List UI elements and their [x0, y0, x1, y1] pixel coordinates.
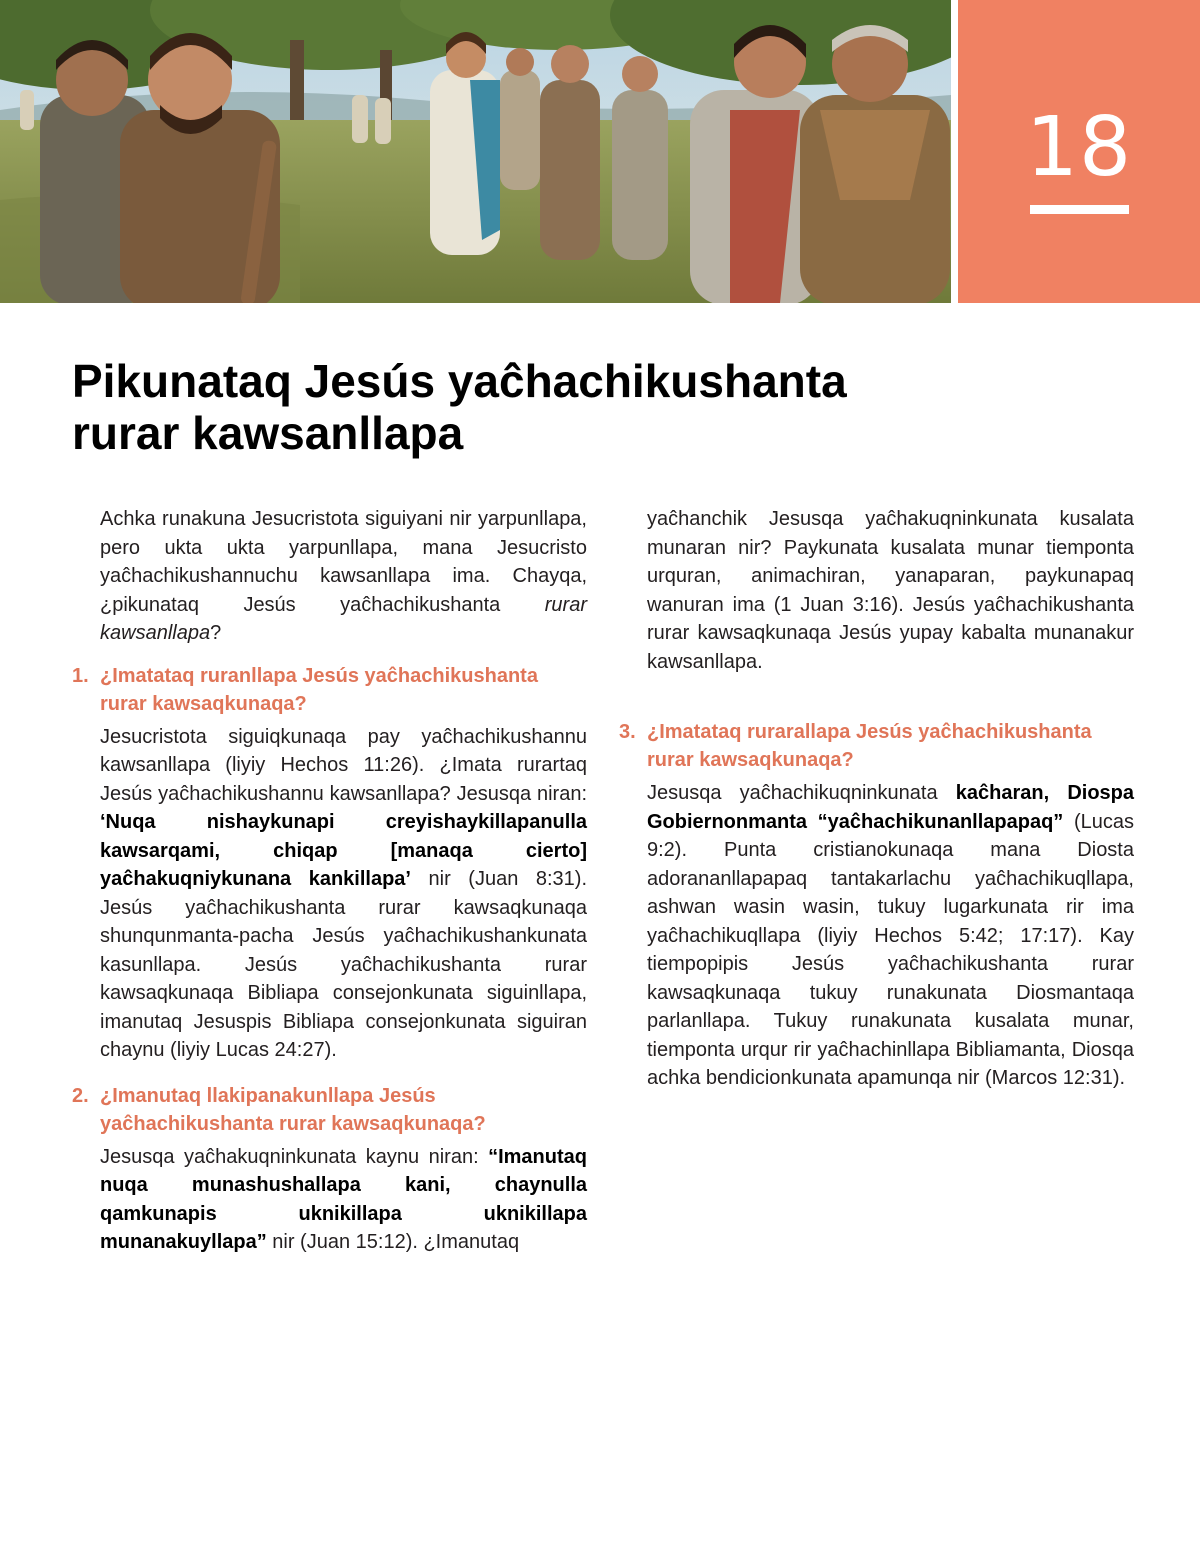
question-1	[72, 662, 587, 718]
question-3	[619, 718, 1134, 774]
answer-3-quote: kaĉharan, Diospa Gobiernonmanta “yaĉhachikunanllapapaq”	[647, 782, 1135, 833]
answer-2-quote: “Imanutaq nuqa munashushallapa kani, chaynulla qamkunapis uknikillapa uknikillapa munanakuyllapa”	[100, 1145, 587, 1253]
intro-emphasis: rurar kawsanllapa	[100, 593, 587, 644]
page-title	[72, 355, 1072, 459]
question-3-text: ¿Imatataq rurarallapa Jesús yaĉhachikushanta rurar kawsaqkunaqa?	[647, 721, 1092, 771]
question-1-text: ¿Imatataq ruranllapa Jesús yaĉhachikushanta rurar kawsaqkunaqa?	[100, 664, 538, 715]
question-2	[72, 1082, 587, 1138]
question-2-number: 2.	[72, 1084, 89, 1107]
left-column	[72, 505, 587, 1257]
lesson-badge	[958, 0, 1200, 303]
question-3-number: 3.	[619, 721, 636, 743]
question-2-text: ¿Imanutaq llakipanakunllapa Jesús yaĉhachikushanta rurar kawsaqkunaqa?	[100, 1084, 486, 1135]
lesson-number: 18	[1025, 100, 1133, 195]
right-column-continuation-space	[647, 505, 1134, 703]
question-1-number: 1.	[72, 664, 89, 687]
answer-2-paragraph: Jesusqa yaĉhakuqninkunata kaynu niran: “Imanutaq nuqa munashushallapa kani, chaynulla qamkunapis uknikillapa uknikillapa munanakuyllapa” nir (Juan 15:12). ¿Imanutaq	[100, 1145, 587, 1253]
lesson-number-underline	[1030, 205, 1129, 214]
answer-1-paragraph: Jesucristota siguiqkunaqa pay yaĉhachikushannu kawsanllapa (liyiy Hechos 11:26). ¿Imata rurartaq Jesús yaĉhachikushannu kawsanllapa? Jesusqa niran: ‘Nuqa nishaykunapi creyishaykillapanulla kawsarqami, chiqap [manaqa cierto] yaĉhakuqniykunana kankillapa’ nir (Juan 8:31). Jesús yaĉhachikushanta rurar kawsaqkunaqa shunqunmanta-pacha Jesús yaĉhachikushankunata kasunllapa. Jesús yaĉhachikushanta rurar kawsaqkunaqa Bibliapa consejonkunata siguinllapa, imanutaq Jesuspis Bibliapa consejonkunata siguiran chaynu (liyiy Lucas 24:27).	[100, 725, 587, 1061]
answer-2-continuation: yaĉhanchik Jesusqa yaĉhakuqninkunata kusalata munaran nir? Paykunata kusalata munar tiemponta urquran, animachiran, yanaparan, paykunapaq wanuran ima (1 Juan 3:16). Jesús yaĉhachikushanta rurar kawsaqkunaqa Jesús yupay kabalta munanakur kawsanllapa.	[647, 508, 1134, 673]
hero-illustration	[0, 0, 951, 303]
page-title-line1: Pikunataq Jesús yaĉhachikushanta	[72, 355, 847, 407]
right-column	[619, 505, 1135, 1093]
hero-painting	[0, 0, 951, 303]
page-title-line2: rurar kawsanllapa	[72, 407, 464, 459]
answer-1-quote: ‘Nuqa nishaykunapi creyishaykillapanulla kawsarqami, chiqap [manaqa cierto] yaĉhakuqniykunana kankillapa’	[100, 811, 587, 890]
answer-3-paragraph: Jesusqa yaĉhachikuqninkunata kaĉharan, Diospa Gobiernonmanta “yaĉhachikunanllapapaq” (Lucas 9:2). Punta cristianokunaqa mana Diosta adorananllapapaq tantakarlachu yaĉhachikuqllapa, ashwan wasin wasin, tukuy lugarkunata rir ima yaĉhachikuqllapa (liyiy Hechos 5:42; 17:17). Kay tiempopipis Jesús yaĉhachikushanta rurar kawsaqkunaqa tukuy runakunata Diosmantaqa parlanllapa. Tukuy runakunata kusalata munar, tiemponta urqur rir yaĉhachinllapa Bibliamanta, Diosqa achka bendicionkunata apamunqa nir (Marcos 12:31).	[647, 782, 1135, 1089]
intro-paragraph: Achka runakuna Jesucristota siguiyani nir yarpunllapa, pero ukta ukta yarpunllapa, mana Jesucristo yaĉhachikushannuchu kawsanllapa ima. Chayqa, ¿pikunataq Jesús yaĉhachikushanta rurar kawsanllapa?	[100, 508, 587, 644]
